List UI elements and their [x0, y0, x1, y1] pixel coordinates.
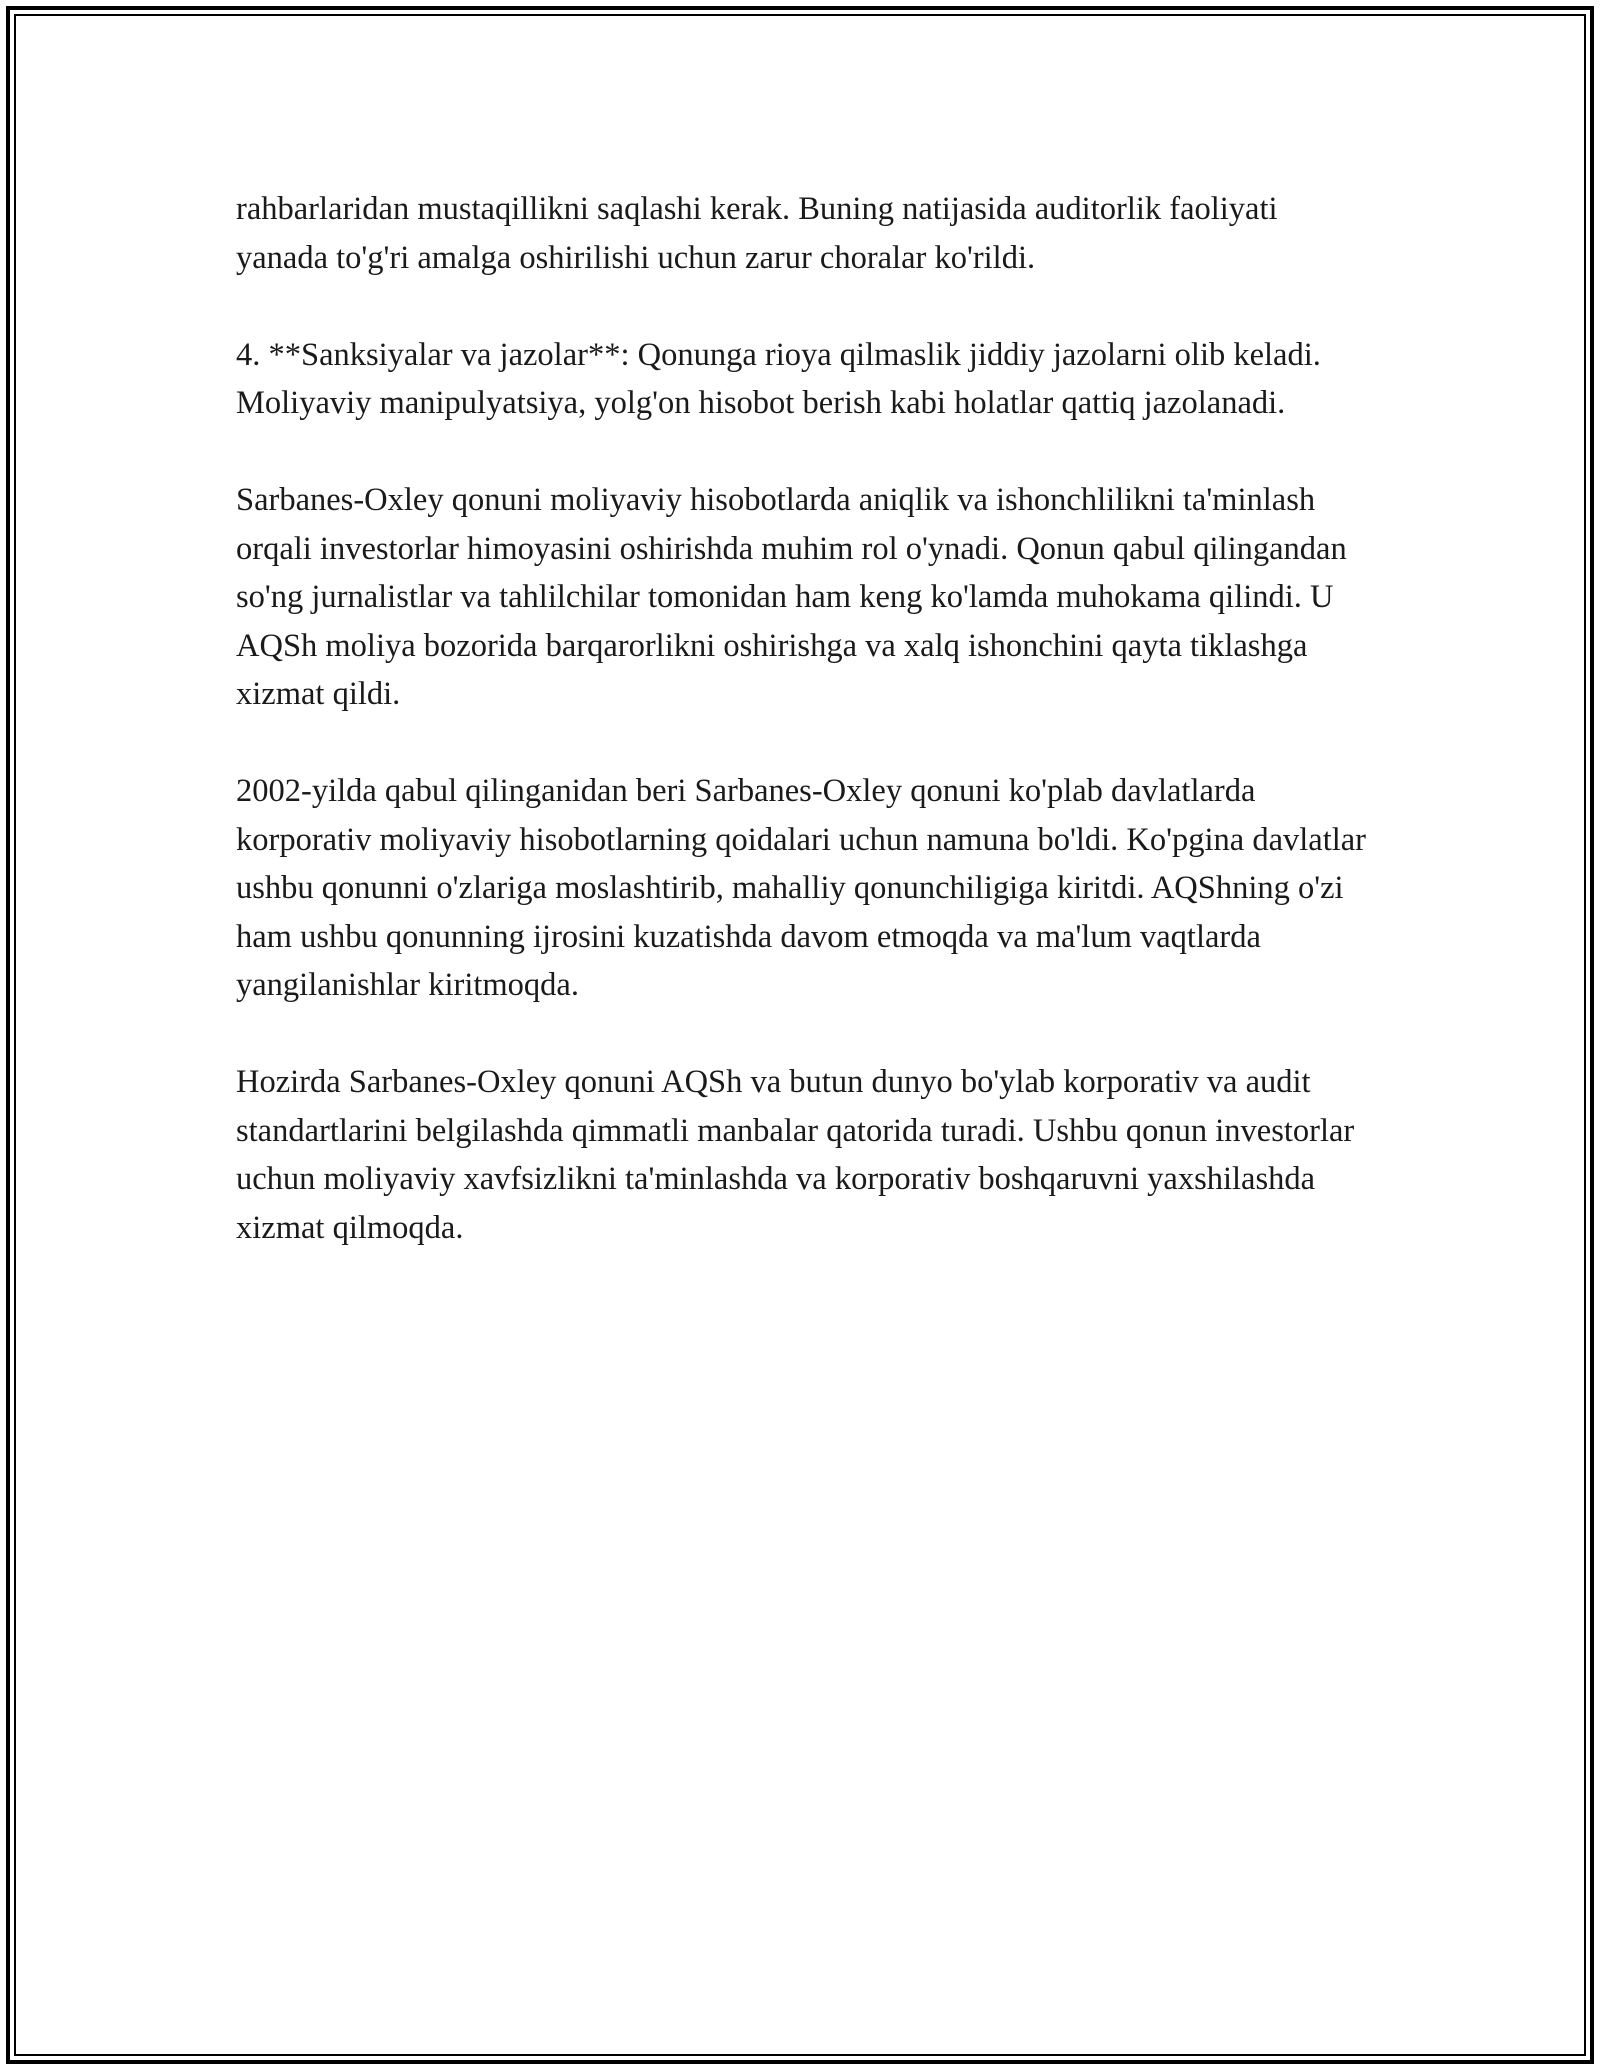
paragraph-current-status: Hozirda Sarbanes-Oxley qonuni AQSh va butun dunyo bo'ylab korporativ va audit standartlarini belgilashda qimmatli manbalar qatorida turadi. Ushbu qonun investorlar uchun moliyaviy xavfsizlikni ta'minlashda va korporativ boshqaruvni yaxshilashda xizmat qilmoqda.	[236, 1064, 1355, 1246]
paragraph-investor-protection: Sarbanes-Oxley qonuni moliyaviy hisobotlarda aniqlik va ishonchlilikni ta'minlash orqali investorlar himoyasini oshirishda muhim rol o'ynadi. Qonun qabul qilingandan so'ng jurnalistlar va tahlilchilar tomonidan ham keng ko'lamda muhokama qilindi. U AQSh moliya bozorida barqarorlikni oshirishga va xalq ishonchini qayta tiklashga xizmat qildi.	[236, 482, 1347, 712]
paragraph-sanctions: 4. **Sanksiyalar va jazolar**: Qonunga rioya qilmaslik jiddiy jazolarni olib keladi. Moliyaviy manipulyatsiya, yolg'on hisobot berish kabi holatlar qattiq jazolanadi.	[236, 336, 1321, 421]
document-body	[236, 185, 1376, 1252]
paragraph-auditor-independence: rahbarlaridan mustaqillikni saqlashi kerak. Buning natijasida auditorlik faoliyati yanada to'g'ri amalga oshirilishi uchun zarur choralar ko'rildi.	[236, 191, 1278, 276]
paragraph-global-influence: 2002-yilda qabul qilinganidan beri Sarbanes-Oxley qonuni ko'plab davlatlarda korporativ moliyaviy hisobotlarning qoidalari uchun namuna bo'ldi. Ko'pgina davlatlar ushbu qonunni o'zlariga moslashtirib, mahalliy qonunchiligiga kiritdi. AQShning o'zi ham ushbu qonunning ijrosini kuzatishda davom etmoqda va ma'lum vaqtlarda yangilanishlar kiritmoqda.	[236, 773, 1367, 1003]
